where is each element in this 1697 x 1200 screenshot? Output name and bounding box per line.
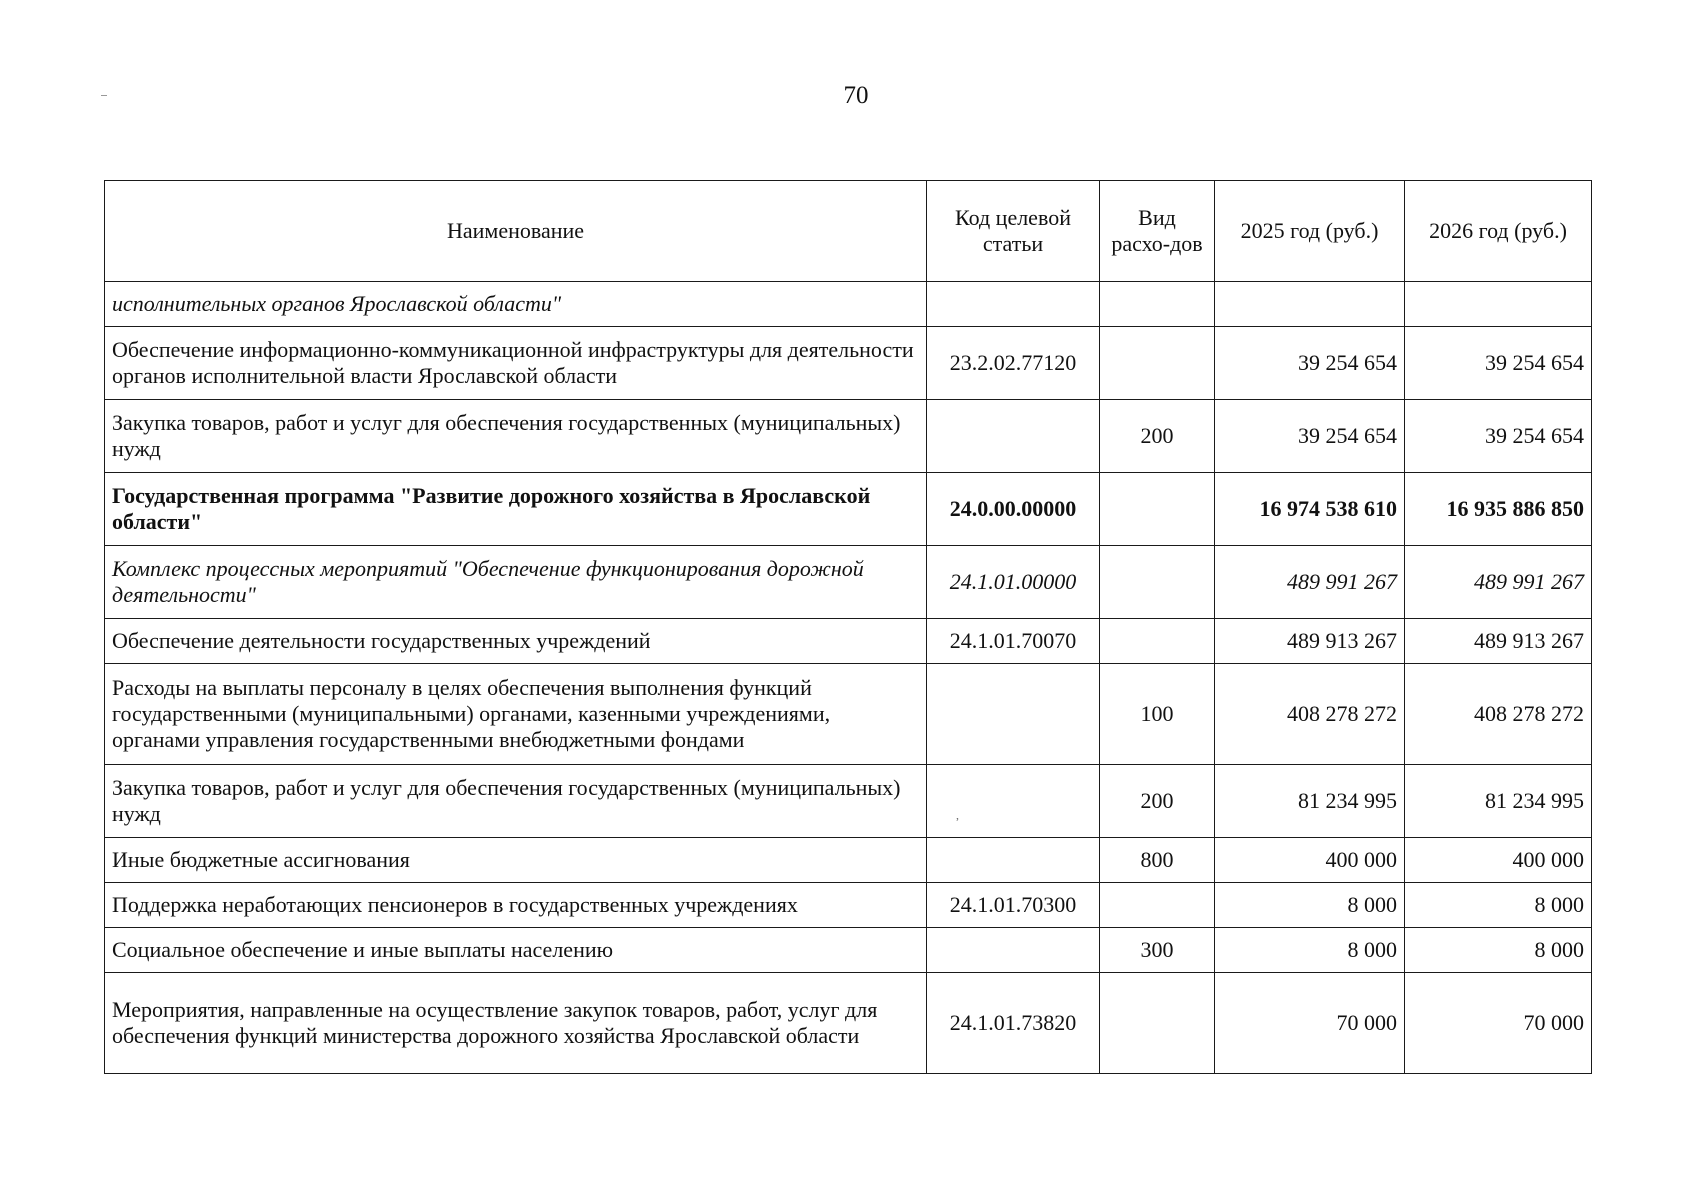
row-name: Закупка товаров, работ и услуг для обеспечения государственных (муниципальных) нужд <box>105 400 927 473</box>
row-code <box>927 282 1100 327</box>
table-row <box>105 400 1592 473</box>
row-name: Социальное обеспечение и иные выплаты населению <box>105 928 927 973</box>
row-2025: 8 000 <box>1215 928 1405 973</box>
row-kind: 800 <box>1100 838 1215 883</box>
row-2025: 489 991 267 <box>1215 546 1405 619</box>
row-name: исполнительных органов Ярославской области" <box>105 282 927 327</box>
row-kind <box>1100 473 1215 546</box>
row-name: Закупка товаров, работ и услуг для обеспечения государственных (муниципальных) нужд <box>105 765 927 838</box>
header-code: Код целевой статьи <box>927 181 1100 282</box>
page-number: 70 <box>843 82 869 109</box>
row-2026: 489 991 267 <box>1405 546 1592 619</box>
row-2026: 81 234 995 <box>1405 765 1592 838</box>
row-2026: 16 935 886 850 <box>1405 473 1592 546</box>
row-2025: 39 254 654 <box>1215 327 1405 400</box>
row-code: 24.1.01.73820 <box>927 973 1100 1074</box>
row-2025: 70 000 <box>1215 973 1405 1074</box>
row-2026: 8 000 <box>1405 883 1592 928</box>
row-name: Обеспечение деятельности государственных учреждений <box>105 619 927 664</box>
row-code: 24.1.01.70070 <box>927 619 1100 664</box>
table-row <box>105 619 1592 664</box>
row-2025: 489 913 267 <box>1215 619 1405 664</box>
header-name: Наименование <box>105 181 927 282</box>
row-name: Расходы на выплаты персоналу в целях обеспечения выполнения функций государственными (муниципальными) органами, казенными учреждениями, органами управления государственными внебюджетными фондами <box>105 664 927 765</box>
row-2025: 81 234 995 <box>1215 765 1405 838</box>
row-code: 24.1.01.00000 <box>927 546 1100 619</box>
row-kind: 300 <box>1100 928 1215 973</box>
row-2026: 8 000 <box>1405 928 1592 973</box>
row-name: Государственная программа "Развитие дорожного хозяйства в Ярославской области" <box>105 473 927 546</box>
row-code: 23.2.02.77120 <box>927 327 1100 400</box>
row-kind <box>1100 282 1215 327</box>
row-name: Поддержка неработающих пенсионеров в государственных учреждениях <box>105 883 927 928</box>
row-2026: 70 000 <box>1405 973 1592 1074</box>
stray-scan-mark: , <box>956 808 959 822</box>
row-code: 24.0.00.00000 <box>927 473 1100 546</box>
row-code <box>927 400 1100 473</box>
table-row <box>105 883 1592 928</box>
row-2026: 400 000 <box>1405 838 1592 883</box>
table-row <box>105 327 1592 400</box>
row-name: Иные бюджетные ассигнования <box>105 838 927 883</box>
row-2026: 39 254 654 <box>1405 327 1592 400</box>
table-row <box>105 765 1592 838</box>
header-year-2026: 2026 год (руб.) <box>1405 181 1592 282</box>
row-code <box>927 928 1100 973</box>
table-header-row <box>105 181 1592 282</box>
row-kind <box>1100 327 1215 400</box>
row-2025: 8 000 <box>1215 883 1405 928</box>
row-code: 24.1.01.70300 <box>927 883 1100 928</box>
row-kind <box>1100 883 1215 928</box>
table-row <box>105 838 1592 883</box>
row-2025: 400 000 <box>1215 838 1405 883</box>
row-2025: 39 254 654 <box>1215 400 1405 473</box>
row-code <box>927 664 1100 765</box>
row-name: Комплекс процессных мероприятий "Обеспечение функционирования дорожной деятельности" <box>105 546 927 619</box>
row-code <box>927 765 1100 838</box>
header-kind: Вид расхо-дов <box>1100 181 1215 282</box>
table-row <box>105 473 1592 546</box>
row-2025: 16 974 538 610 <box>1215 473 1405 546</box>
row-2026: 489 913 267 <box>1405 619 1592 664</box>
row-kind: 200 <box>1100 400 1215 473</box>
row-kind <box>1100 973 1215 1074</box>
header-year-2025: 2025 год (руб.) <box>1215 181 1405 282</box>
table-row <box>105 546 1592 619</box>
table-row <box>105 928 1592 973</box>
row-2025 <box>1215 282 1405 327</box>
row-kind: 100 <box>1100 664 1215 765</box>
row-name: Мероприятия, направленные на осуществление закупок товаров, работ, услуг для обеспечения функций министерства дорожного хозяйства Ярославской области <box>105 973 927 1074</box>
row-kind <box>1100 546 1215 619</box>
row-2026 <box>1405 282 1592 327</box>
row-name: Обеспечение информационно-коммуникационной инфраструктуры для деятельности органов исполнительной власти Ярославской области <box>105 327 927 400</box>
row-2026: 408 278 272 <box>1405 664 1592 765</box>
row-code <box>927 838 1100 883</box>
row-kind <box>1100 619 1215 664</box>
row-2025: 408 278 272 <box>1215 664 1405 765</box>
table-row <box>105 664 1592 765</box>
budget-table <box>104 180 1592 1074</box>
table-row <box>105 973 1592 1074</box>
row-2026: 39 254 654 <box>1405 400 1592 473</box>
table-row <box>105 282 1592 327</box>
row-kind: 200 <box>1100 765 1215 838</box>
